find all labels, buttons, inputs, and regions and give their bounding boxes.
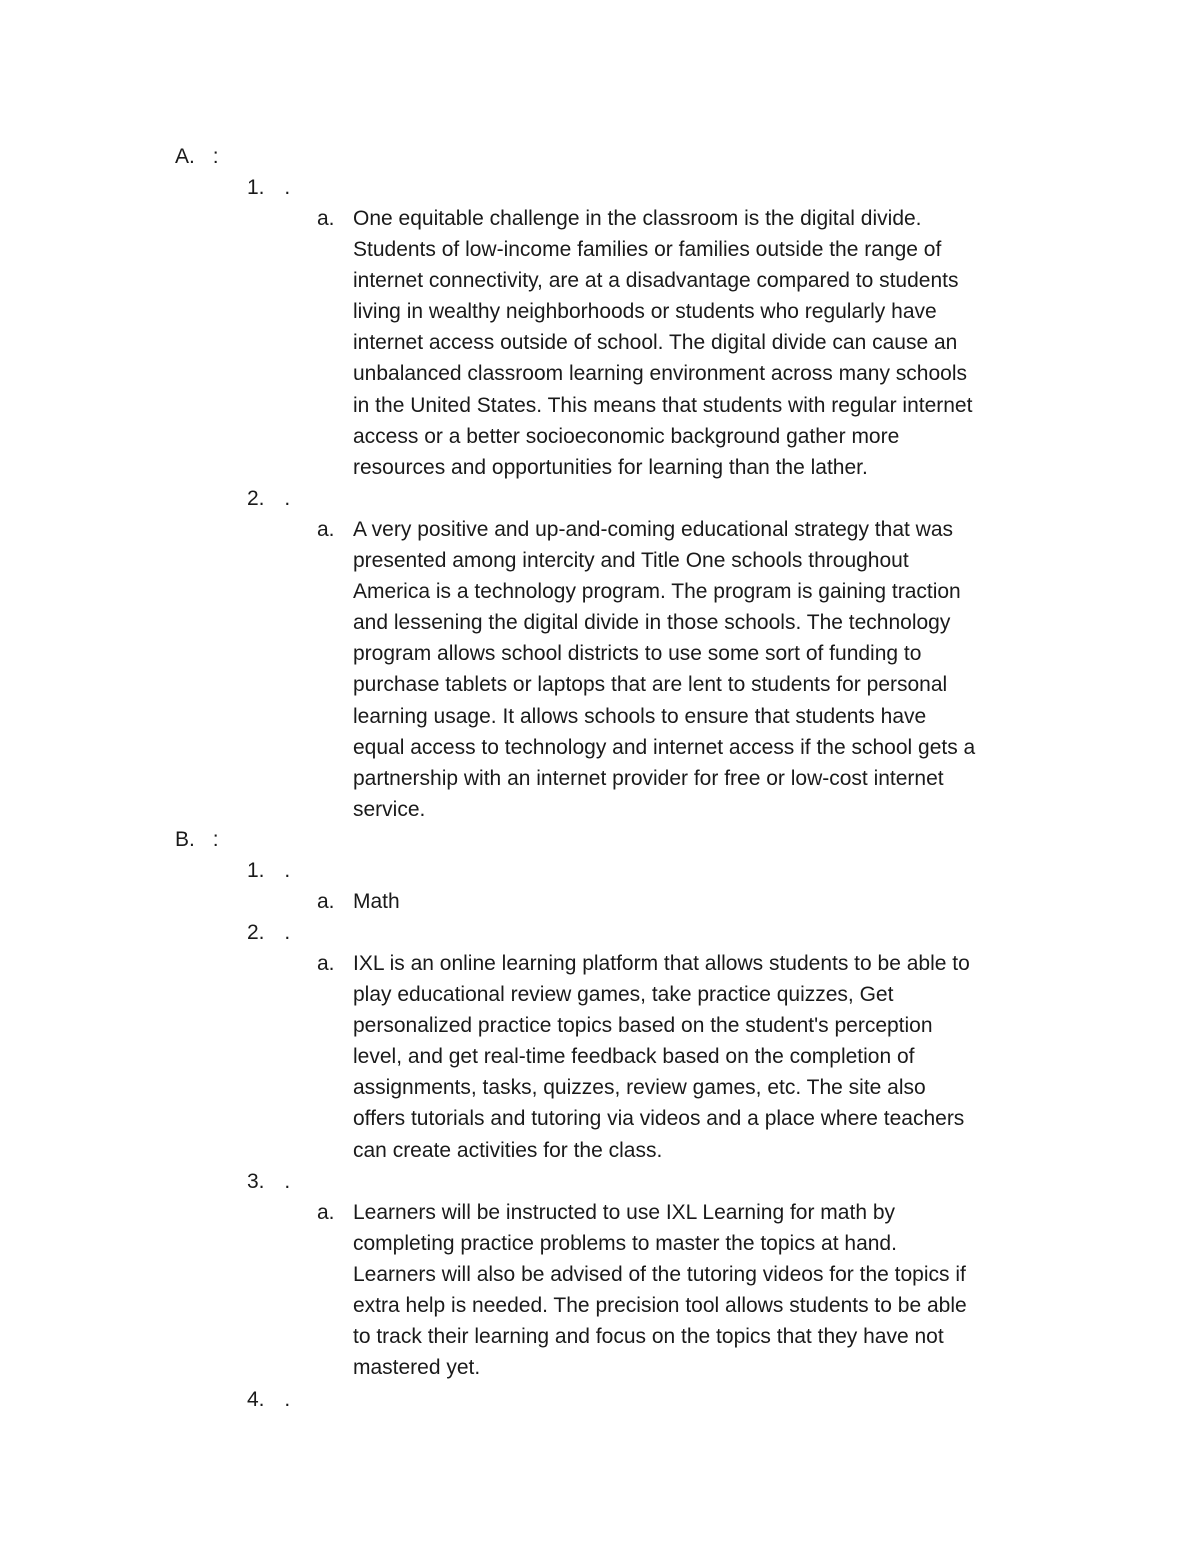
sub-item-letter-text: a.: [317, 952, 335, 975]
list-item-number: [247, 855, 290, 886]
paragraph-line: can create activities for the class.: [353, 1138, 663, 1162]
section-heading-b: [175, 824, 219, 855]
paragraph-ixl-description: [353, 948, 1073, 1166]
item-separator: .: [284, 859, 291, 882]
paragraph-line: Math: [353, 890, 400, 913]
paragraph-line: in the United States. This means that students with regular internet: [353, 393, 973, 417]
list-item-number: [247, 1384, 290, 1415]
sub-item-letter: [317, 203, 335, 234]
section-heading-a: [175, 141, 219, 172]
item-separator: .: [284, 921, 291, 944]
paragraph-line: play educational review games, take practice quizzes, Get: [353, 983, 894, 1007]
section-label: A.: [175, 145, 195, 168]
list-item-number: [247, 172, 290, 203]
paragraph-line: unbalanced classroom learning environment across many schools: [353, 362, 967, 386]
paragraph-line: Students of low-income families or families outside the range of: [353, 238, 942, 262]
paragraph-line: Learners will be instructed to use IXL Learning for math by: [353, 1201, 896, 1224]
sub-item-letter-text: a.: [317, 207, 335, 230]
paragraph-line: America is a technology program. The program is gaining traction: [353, 580, 961, 604]
paragraph-line: completing practice problems to master the topics at hand.: [353, 1232, 897, 1256]
paragraph-line: extra help is needed. The precision tool allows students to be able: [353, 1294, 967, 1318]
section-separator: :: [212, 145, 219, 168]
item-separator: .: [284, 487, 291, 510]
list-item-number: [247, 917, 290, 948]
section-separator: :: [212, 828, 219, 851]
paragraph-line: One equitable challenge in the classroom is the digital divide.: [353, 207, 922, 230]
item-number: 1.: [247, 859, 265, 882]
paragraph-line: personalized practice topics based on the student's perception: [353, 1014, 933, 1038]
paragraph-line: assignments, tasks, quizzes, review games, etc. The site also: [353, 1076, 926, 1100]
item-number: 1.: [247, 176, 265, 199]
paragraph-line: partnership with an internet provider for free or low-cost internet: [353, 766, 944, 790]
paragraph-line: IXL is an online learning platform that allows students to be able to: [353, 952, 970, 975]
paragraph-line: Learners will also be advised of the tutoring videos for the topics if: [353, 1263, 966, 1287]
paragraph-ixl-instructions: [353, 1197, 1073, 1384]
sub-item-letter: [317, 886, 335, 917]
list-item-number: [247, 1166, 290, 1197]
paragraph-digital-divide: [353, 203, 1073, 483]
paragraph-line: internet connectivity, are at a disadvantage compared to students: [353, 269, 959, 293]
paragraph-line: living in wealthy neighborhoods or students who regularly have: [353, 300, 937, 324]
sub-item-letter: [317, 514, 335, 545]
sub-item-letter: [317, 948, 335, 979]
paragraph-technology-program: [353, 514, 1073, 825]
item-separator: .: [284, 1170, 291, 1193]
paragraph-line: level, and get real-time feedback based on the completion of: [353, 1045, 915, 1069]
paragraph-line: presented among intercity and Title One schools throughout: [353, 549, 909, 573]
paragraph-line: equal access to technology and internet access if the school gets a: [353, 735, 976, 759]
paragraph-line: A very positive and up-and-coming educational strategy that was: [353, 518, 954, 541]
sub-item-letter-text: a.: [317, 518, 335, 541]
paragraph-line: learning usage. It allows schools to ensure that students have: [353, 704, 927, 728]
paragraph-line: program allows school districts to use some sort of funding to: [353, 642, 922, 666]
item-number: 3.: [247, 1170, 265, 1193]
sub-item-letter-text: a.: [317, 890, 335, 913]
paragraph-line: mastered yet.: [353, 1356, 481, 1380]
paragraph-line: to track their learning and focus on the topics that they have not: [353, 1325, 944, 1349]
section-label: B.: [175, 828, 195, 851]
item-number: 2.: [247, 487, 265, 510]
sub-item-letter: [317, 1197, 335, 1228]
paragraph-line: resources and opportunities for learning than the lather.: [353, 455, 868, 479]
item-number: 4.: [247, 1388, 265, 1411]
item-separator: .: [284, 1388, 291, 1411]
paragraph-line: service.: [353, 797, 426, 821]
paragraph-line: purchase tablets or laptops that are lent to students for personal: [353, 673, 948, 697]
item-number: 2.: [247, 921, 265, 944]
sub-item-letter-text: a.: [317, 1201, 335, 1224]
paragraph-line: offers tutorials and tutoring via videos and a place where teachers: [353, 1107, 965, 1131]
paragraph-line: internet access outside of school. The digital divide can cause an: [353, 331, 958, 355]
item-separator: .: [284, 176, 291, 199]
paragraph-line: access or a better socioeconomic background gather more: [353, 424, 900, 448]
list-item-number: [247, 483, 290, 514]
paragraph-subject: [353, 886, 1073, 917]
paragraph-line: and lessening the digital divide in those schools. The technology: [353, 611, 951, 635]
